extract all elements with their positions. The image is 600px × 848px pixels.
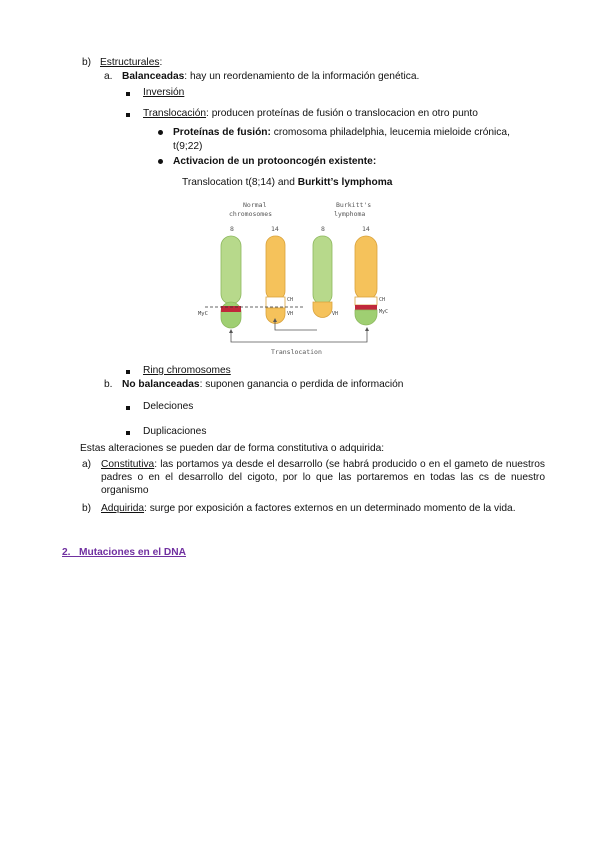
chromosome-8-burkitt xyxy=(313,236,332,318)
vh-label-b: VH xyxy=(332,311,339,317)
burkitt-label-2: lymphoma xyxy=(334,210,366,218)
adquirida-paragraph xyxy=(101,502,545,515)
myc-label-b: MyC xyxy=(379,309,389,315)
translocacion-line xyxy=(143,107,478,120)
estructurales-label: Estructurales xyxy=(100,57,160,68)
translocation-label: Translocation xyxy=(271,348,322,356)
bullet-square xyxy=(126,406,130,410)
figure-caption xyxy=(182,176,392,189)
bullet-dot xyxy=(158,159,163,164)
balanceadas-marker: a. xyxy=(104,71,113,82)
translocation-figure xyxy=(195,196,395,358)
section-b-title xyxy=(100,56,162,69)
no-balanceadas-marker: b. xyxy=(104,379,113,390)
bullet-dot xyxy=(158,130,163,135)
fusion-label: Proteínas de fusión: xyxy=(173,127,271,138)
heading-number: 2. xyxy=(62,547,71,558)
vh-label: VH xyxy=(287,311,294,317)
adquirida-marker: b) xyxy=(82,503,92,514)
ch-label-b: CH xyxy=(379,297,386,303)
chr14-label: 14 xyxy=(271,225,279,233)
constitutiva-marker: a) xyxy=(82,459,92,470)
normal-label-1: Normal xyxy=(243,201,267,209)
balanceadas-line xyxy=(122,70,419,83)
constitutiva-paragraph xyxy=(101,458,545,497)
ring-underline-wrap xyxy=(127,364,237,377)
burkitt-label-1: Burkitt's xyxy=(336,201,372,209)
chromosome-8-normal xyxy=(221,236,241,328)
ch-label: CH xyxy=(287,297,294,303)
fusion-text-2: t(9;22) xyxy=(173,141,203,152)
caption-bold: Burkitt’s lymphoma xyxy=(297,177,393,188)
arrow-head xyxy=(229,329,233,333)
constitutiva-text: : las portamos ya desde el desarrollo (se habrá producido o en el gameto de nuestros padres o en el desarrollo del cigoto, por lo que las portaremos en todas las cs de nuestro organismo xyxy=(101,459,545,496)
bullet-square xyxy=(126,431,130,435)
chr14-label-b: 14 xyxy=(362,225,370,233)
translocacion-text: : producen proteínas de fusión o translocacion en otro punto xyxy=(206,108,478,119)
balanceadas-text: : hay un reordenamiento de la información genética. xyxy=(184,71,420,82)
normal-label-2: chromosomes xyxy=(229,210,273,218)
arrow-head xyxy=(365,327,369,331)
constitutiva-label: Constitutiva xyxy=(101,459,155,470)
myc-label: MyC xyxy=(198,311,208,317)
heading-title: Mutaciones en el DNA xyxy=(79,547,186,558)
section-b-marker: b) xyxy=(82,57,92,68)
balanceadas-label: Balanceadas xyxy=(122,71,185,82)
translocation-arrow xyxy=(231,329,367,342)
alteraciones-intro: Estas alteraciones se pueden dar de forma constitutiva o adquirida: xyxy=(80,443,385,454)
adquirida-text: : surge por exposición a factores externos en un determinado momento de la vida. xyxy=(144,503,516,514)
inversion-underline-wrap xyxy=(127,86,189,99)
chromosome-14-normal xyxy=(266,236,285,324)
bullet-square xyxy=(126,113,130,117)
no-balanceadas-line xyxy=(122,378,403,391)
chr8-label: 8 xyxy=(230,225,234,233)
ring-item: Ring chromosomes xyxy=(143,365,231,376)
adquirida-label: Adquirida xyxy=(101,503,145,514)
chr8-label-b: 8 xyxy=(321,225,325,233)
section-2-heading[interactable] xyxy=(62,546,186,559)
chromosome-14-burkitt xyxy=(355,236,377,325)
fusion-text: cromosoma philadelphia, leucemia mieloide crónica, xyxy=(270,127,510,138)
duplicaciones-item: Duplicaciones xyxy=(143,426,207,437)
translocacion-label: Translocación xyxy=(143,108,207,119)
deleciones-item: Deleciones xyxy=(143,401,194,412)
inversion-item: Inversión xyxy=(143,87,185,98)
no-balanceadas-label: No balanceadas xyxy=(122,379,200,390)
fusion-line xyxy=(173,126,510,139)
caption-plain: Translocation t(8;14) and xyxy=(182,177,298,188)
protooncogen-label: Activacion de un protooncogén existente: xyxy=(173,156,377,167)
no-balanceadas-text: : suponen ganancia o perdida de información xyxy=(199,379,404,390)
colon: : xyxy=(159,57,163,68)
